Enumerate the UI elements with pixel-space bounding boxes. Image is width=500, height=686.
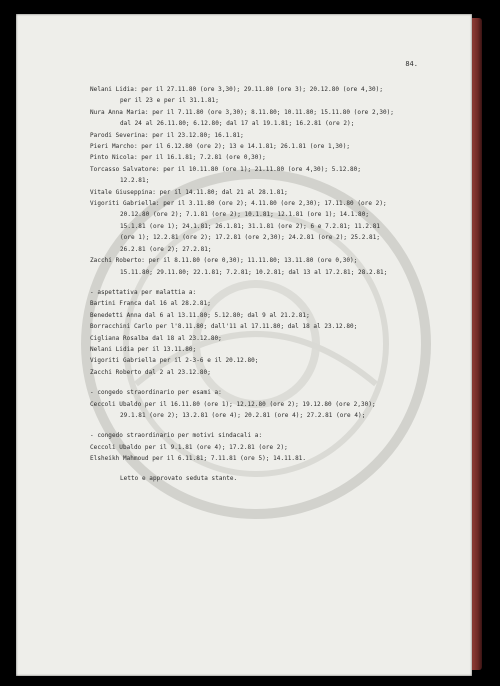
text-line: Ceccoli Ubaldo per il 9.1.81 (ore 4); 17.2.81 (ore 2);: [90, 443, 288, 451]
text-line: Torcasso Salvatore: per il 10.11.80 (ore 1); 21.11.80 (ore 4,30); 5.12.80;: [90, 165, 362, 173]
text-line: 15.11.80; 29.11.80; 22.1.81; 7.2.81; 10.2.81; dal 13 al 17.2.81; 28.2.81;: [120, 268, 388, 276]
document-body: [90, 84, 430, 484]
text-line: - congedo straordinario per esami a:: [90, 389, 222, 397]
text-line: Parodi Severina: per il 23.12.80; 16.1.81;: [90, 131, 244, 139]
text-line: Borracchini Carlo per l'8.11.80; dall'11 al 17.11.80; dal 18 al 23.12.80;: [90, 323, 358, 331]
signoff-line: Letto e approvato seduta stante.: [120, 474, 238, 482]
text-line: 29.1.81 (ore 2); 13.2.81 (ore 4); 20.2.81 (ore 4); 27.2.81 (ore 4);: [120, 411, 366, 419]
text-line: Ceccoli Ubaldo per il 16.11.80 (ore 1); 12.12.80 (ore 2); 19.12.80 (ore 2,30);: [90, 400, 376, 408]
document-page: [16, 14, 472, 676]
text-line: Pinto Nicola: per il 16.1.81; 7.2.81 (ore 0,30);: [90, 154, 266, 162]
page-number: 84.: [405, 60, 418, 68]
text-line: Bartini Franca dal 16 al 28.2.81;: [90, 300, 211, 308]
text-line: 20.12.80 (ore 2); 7.1.81 (ore 2); 10.1.81; 12.1.81 (ore 1); 14.1.80;: [120, 211, 370, 219]
text-line: Vigoriti Gabriella: per il 3.11.80 (ore 2); 4.11.80 (ore 2,30); 17.11.80 (ore 2);: [90, 200, 387, 208]
text-line: Benedetti Anna dal 6 al 13.11.80; 5.12.80; dal 9 al 21.2.81;: [90, 311, 310, 319]
text-line: 26.2.81 (ore 2); 27.2.81;: [120, 245, 212, 253]
text-line: Nura Anna Maria: per il 7.11.80 (ore 3,30); 8.11.80; 10.11.80; 15.11.80 (ore 2,30);: [90, 108, 394, 116]
text-line: Vitale Giuseppina: per il 14.11.80; dal 21 al 28.1.81;: [90, 188, 288, 196]
text-line: per il 23 e per il 31.1.81;: [120, 97, 219, 105]
text-line: Pieri Marcho: per il 6.12.80 (ore 2); 13 e 14.1.81; 26.1.81 (ore 1,30);: [90, 143, 351, 151]
text-line: Vigoriti Gabriella per il 2-3-6 e il 20.12.80;: [90, 357, 259, 365]
text-line: dal 24 al 26.11.80; 6.12.80; dal 17 al 19.1.81; 16.2.81 (ore 2);: [120, 120, 355, 128]
text-line: (ore 1); 12.2.81 (ore 2); 17.2.81 (ore 2,30); 24.2.81 (ore 2); 25.2.81;: [120, 234, 381, 242]
text-line: Cigliana Rosalba dal 18 al 23.12.80;: [90, 334, 222, 342]
section-gap: [90, 378, 430, 387]
text-line: - congedo straordinario per motivi sindacali a:: [90, 432, 263, 440]
text-line: Elsheikh Mahmoud per il 6.11.81; 7.11.81 (ore 5); 14.11.81.: [90, 455, 307, 463]
text-line: 15.1.81 (ore 1); 24.1.81; 26.1.81; 31.1.81 (ore 2); 6 e 7.2.81; 11.2.81: [120, 222, 381, 230]
text-line: Zacchi Roberto dal 2 al 23.12.80;: [90, 368, 211, 376]
section-gap: [90, 421, 430, 430]
section-gap: [90, 278, 430, 287]
text-line: Nelani Lidia: per il 27.11.80 (ore 3,30); 29.11.80 (ore 3); 20.12.80 (ore 4,30);: [90, 86, 383, 93]
text-line: 12.2.81;: [120, 177, 150, 185]
text-line: - aspettativa per malattia a:: [90, 288, 197, 296]
text-line: Nelani Lidia per il 13.11.80;: [90, 345, 197, 353]
text-line: Zacchi Roberto: per il 8.11.80 (ore 0,30); 11.11.80; 13.11.80 (ore 0,30);: [90, 257, 358, 265]
